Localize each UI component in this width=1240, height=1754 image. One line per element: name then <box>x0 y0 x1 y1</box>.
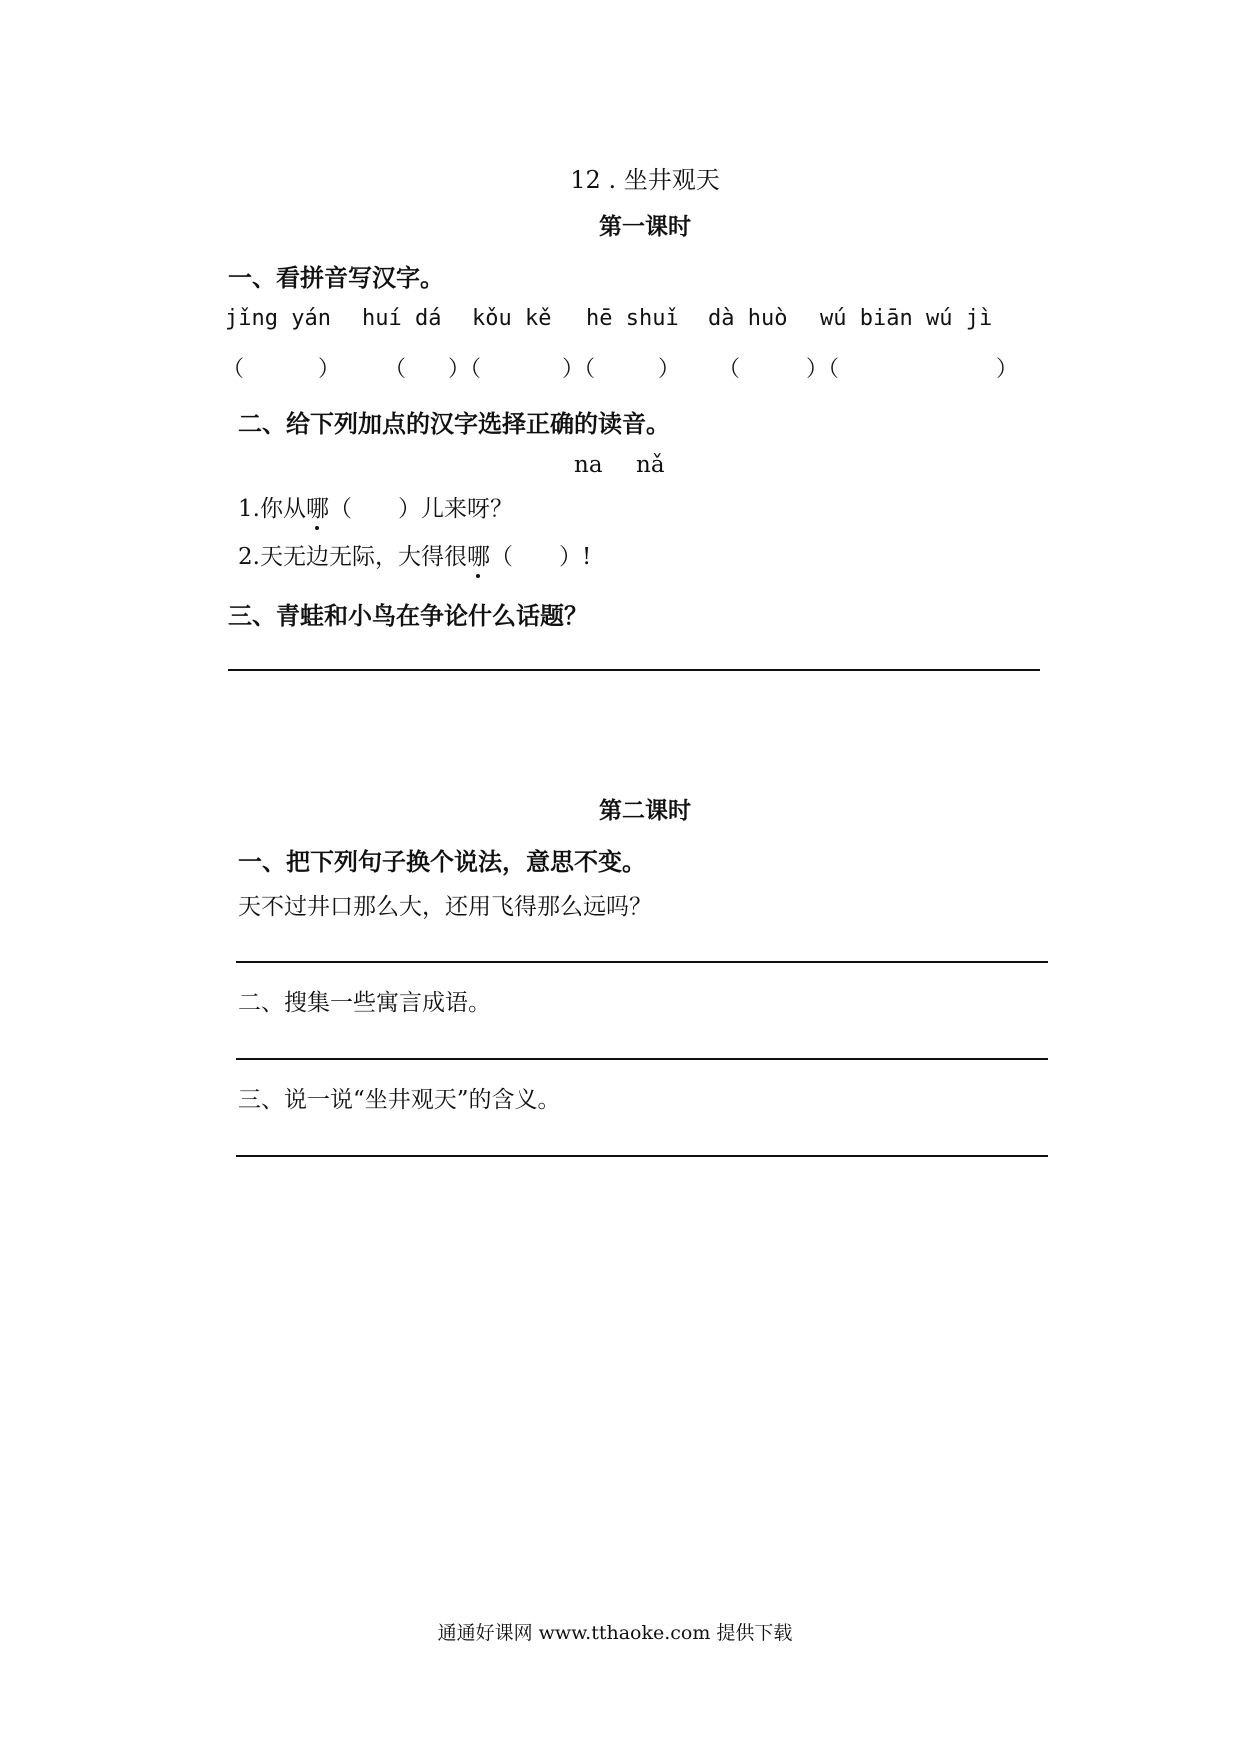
pinyin-option-1: na <box>574 452 603 478</box>
pinyin-1: jǐng yán <box>225 306 331 331</box>
pinyin-2: huí dá <box>362 306 442 331</box>
lesson2-q1-sentence: 天不过井口那么大，还用飞得那么远吗？ <box>238 894 652 920</box>
pinyin-4: hē shuǐ <box>586 306 679 331</box>
sentence-2-pre: 2.天无边无际，大得很 <box>238 544 467 570</box>
lesson-1-heading: 第一课时 <box>599 213 691 240</box>
lesson2-q1-title: 一、把下列句子换个说法，意思不变。 <box>238 847 646 876</box>
pinyin-5: dà huò <box>708 306 788 331</box>
paren: ）（ <box>562 357 596 382</box>
pinyin-3: kǒu kě <box>472 306 552 331</box>
paren: （ <box>718 357 741 382</box>
lesson1-q1-title: 一、看拼音写汉字。 <box>228 263 444 292</box>
sentence-1-post: （ ）儿来呀？ <box>328 496 513 522</box>
answer-line <box>236 1155 1048 1157</box>
paren: ） <box>996 357 1019 382</box>
pinyin-6: wú biān wú jì <box>820 306 993 331</box>
answer-line <box>228 669 1040 671</box>
paren: ）（ <box>806 357 840 382</box>
paren: ）（ <box>448 357 482 382</box>
lesson1-q3-title: 三、青蛙和小鸟在争论什么话题？ <box>228 601 588 630</box>
sentence-2-post: （ ）! <box>489 544 592 570</box>
sentence-2 <box>238 538 591 571</box>
answer-line <box>236 961 1048 963</box>
dotted-character: 哪 <box>466 544 490 570</box>
dotted-character: 哪 <box>305 496 329 522</box>
lesson2-q3-title: 三、说一说“坐井观天”的含义。 <box>238 1087 561 1113</box>
paren: （ <box>222 357 245 382</box>
lesson-2-heading: 第二课时 <box>599 797 691 824</box>
paren: （ <box>384 357 407 382</box>
page-title: 12 . 坐井观天 <box>570 166 720 194</box>
lesson1-q2-title: 二、给下列加点的汉字选择正确的读音。 <box>238 409 670 438</box>
sentence-1-pre: 1.你从 <box>238 496 306 522</box>
lesson2-q2-title: 二、搜集一些寓言成语。 <box>238 990 491 1016</box>
answer-line <box>236 1058 1048 1060</box>
paren: ） <box>658 357 681 382</box>
pinyin-option-2: nǎ <box>636 452 665 478</box>
page-footer: 通通好课网 www.tthaoke.com 提供下载 <box>437 1622 793 1644</box>
sentence-1 <box>238 490 513 523</box>
paren: ） <box>318 357 341 382</box>
